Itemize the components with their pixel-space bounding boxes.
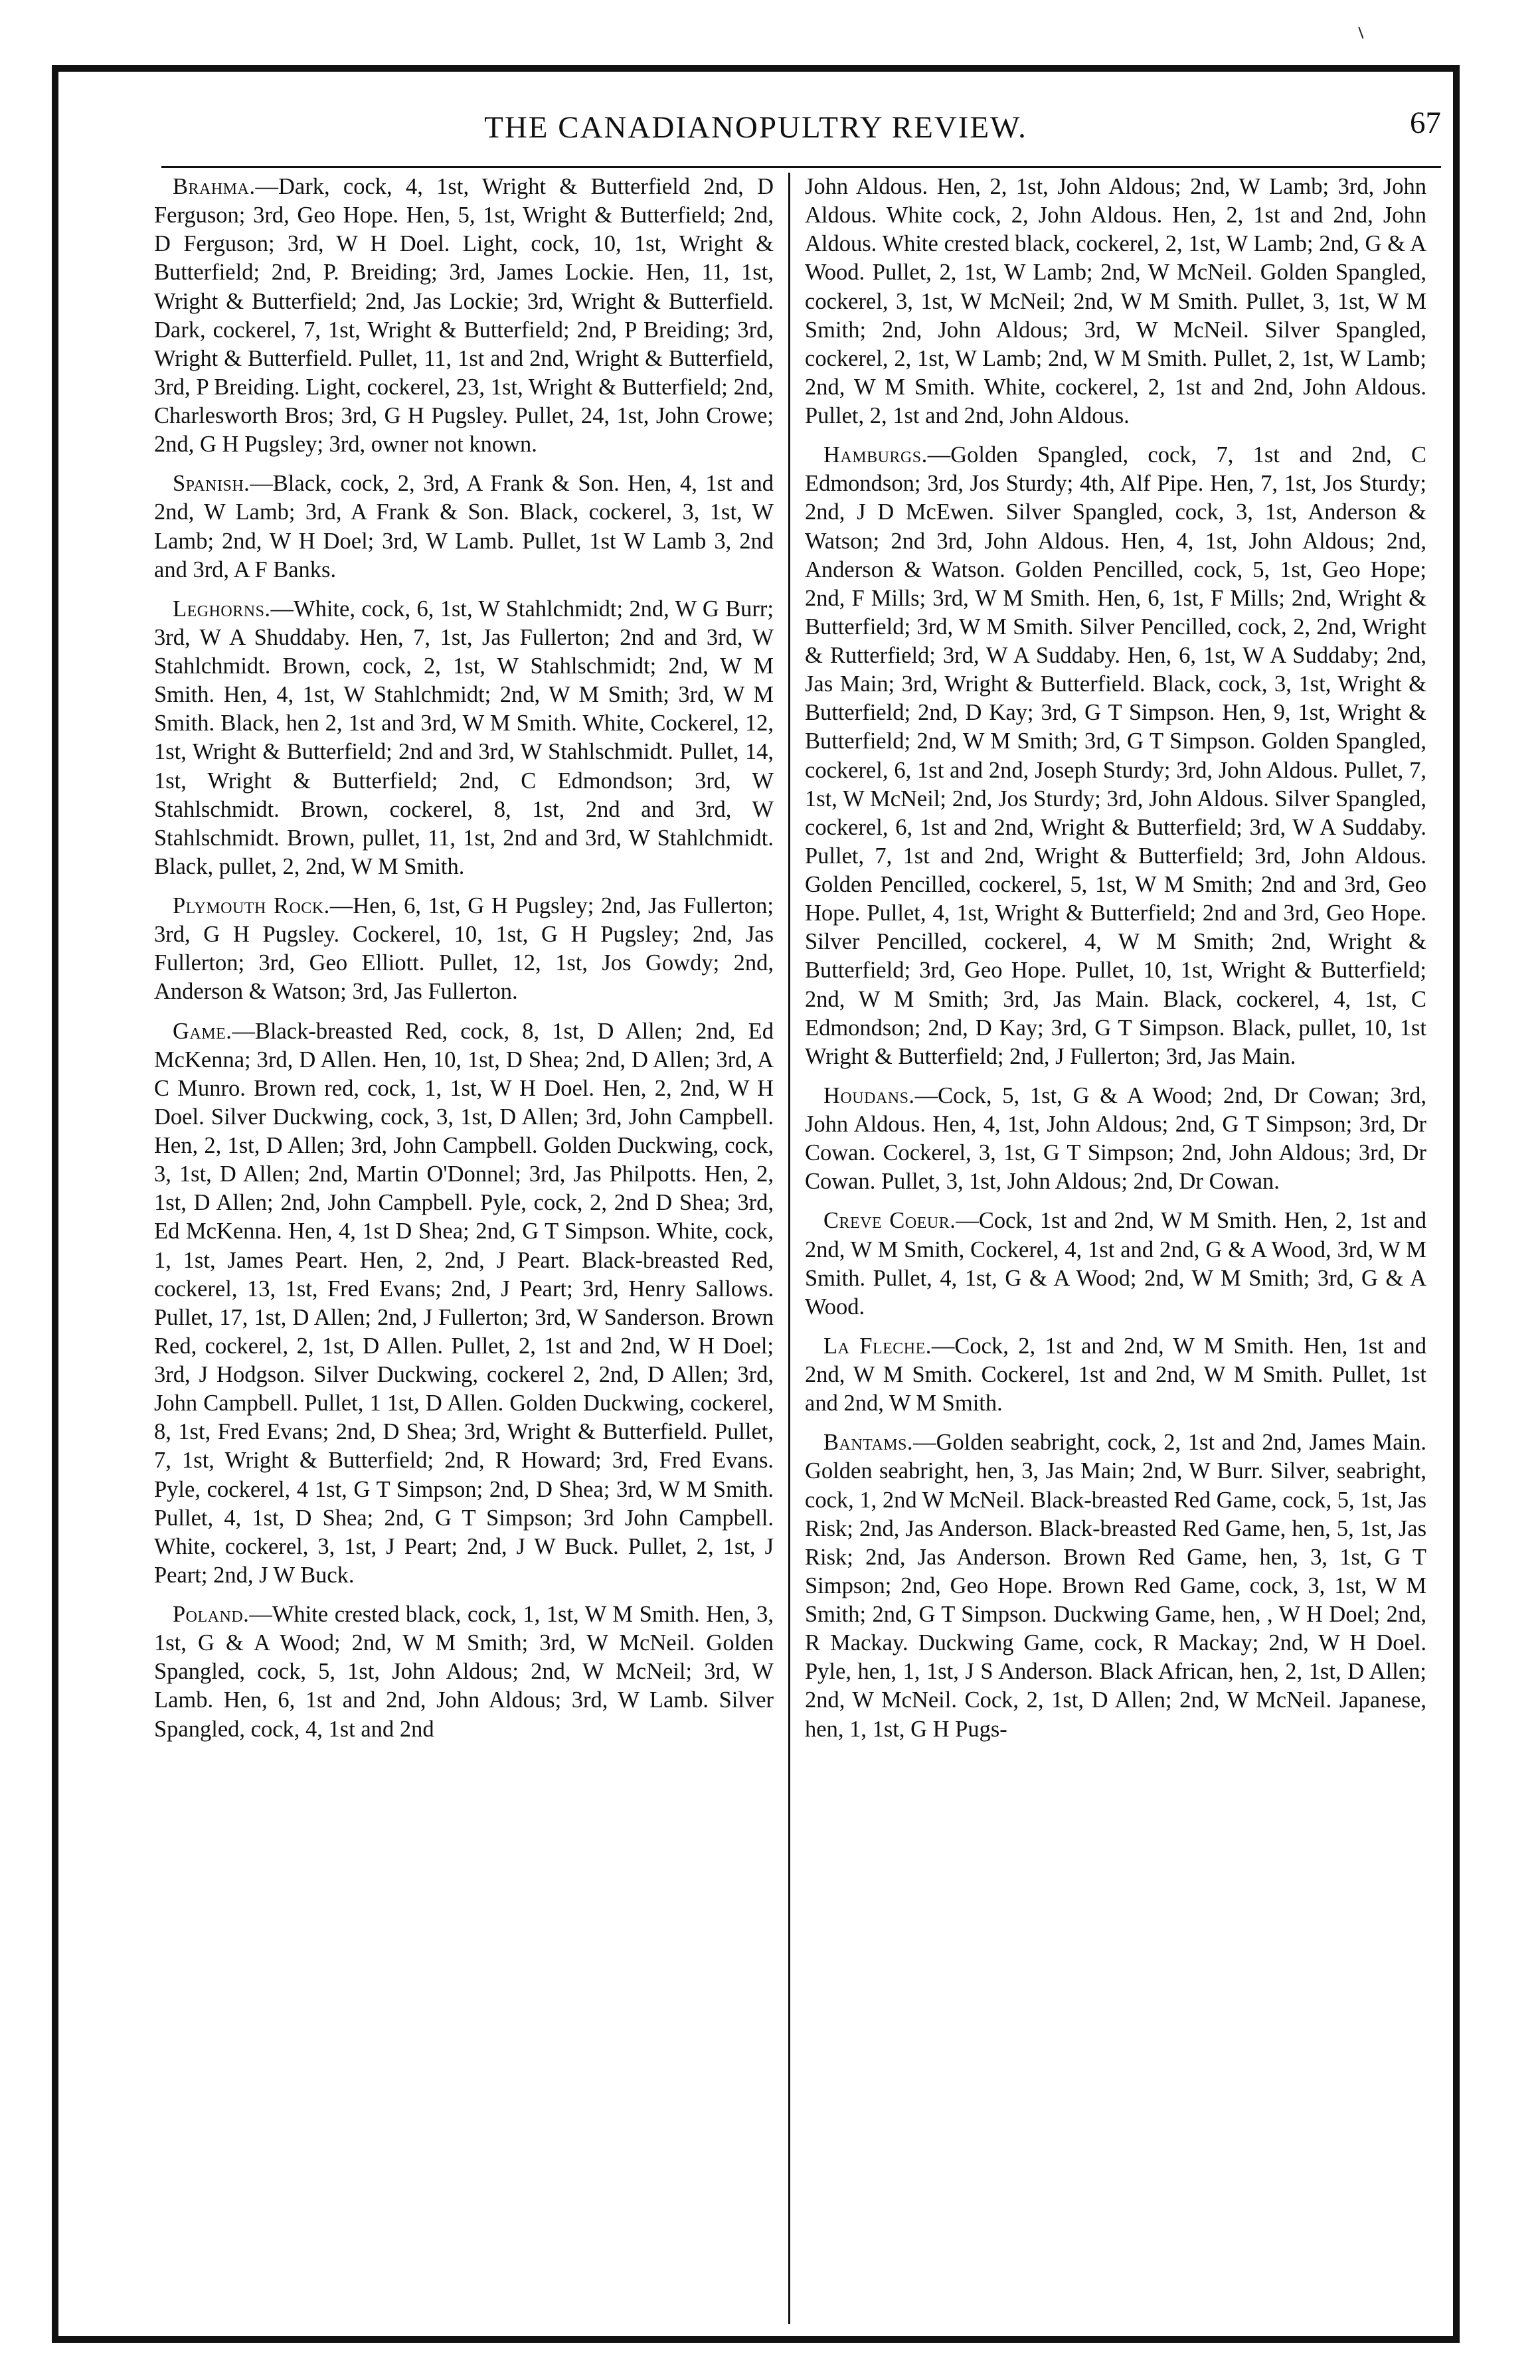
text-columns	[139, 173, 1441, 2324]
section-heading-la-fleche: La Fleche.	[823, 1333, 932, 1359]
plymouth-rock-paragraph	[154, 892, 774, 1007]
houdans-text: —Cock, 5, 1st, G & A Wood; 2nd, Dr Cowan; 3rd, John Aldous. Hen, 4, 1st, John Aldous; 2nd, G T Simpson; 3rd, Dr Cowan. Cockerel, 3, 1st, G T Simpson; 2nd, John Aldous; 3rd, Dr Cowan. Pullet, 3, 1st, John Aldous; 2nd, Dr Cowan.	[805, 1082, 1426, 1195]
section-heading-game: Game.	[173, 1018, 232, 1044]
plymouth-rock-text: —Hen, 6, 1st, G H Pugsley; 2nd, Jas Fullerton; 3rd, G H Pugsley. Cockerel, 10, 1st, G H Pugsley; 2nd, Jas Fullerton; 3rd, Geo Elliott. Pullet, 12, 1st, Jos Gowdy; 2nd, Anderson & Watson; 3rd, Jas Fullerton.	[154, 893, 774, 1005]
section-heading-houdans: Houdans.	[823, 1082, 915, 1108]
creve-coeur-paragraph	[805, 1207, 1426, 1321]
section-heading-plymouth-rock: Plymouth Rock.	[173, 893, 330, 918]
journal-title: THE CANADIANOPULTRY REVIEW.	[484, 110, 1027, 145]
bantams-text: —Golden seabright, cock, 2, 1st and 2nd, James Main. Golden seabright, hen, 3, Jas Main; 2nd, W Burr. Silver, seabright, cock, 1, 2nd W McNeil. Black-breasted Red Game, cock, 5, 1st, Jas Risk; 2nd, Jas Anderson. Black-breasted Red Game, hen, 5, 1st, Jas Risk; 2nd, Jas Anderson. Brown Red Game, hen, 3, 1st, G T Simpson; 2nd, Geo Hope. Brown Red Game, cock, 3, 1st, W M Smith; 2nd, G T Simpson. Duckwing Game, hen, , W H Doel; 2nd, R Mackay. Duckwing Game, cock, R Mackay; 2nd, W H Doel. Pyle, hen, 1, 1st, J S Anderson. Black African, hen, 2, 1st, D Allen; 2nd, W McNeil. Cock, 2, 1st, D Allen; 2nd, W McNeil. Japanese, hen, 1, 1st, G H Pugs-	[805, 1430, 1426, 1742]
leghorns-text: —White, cock, 6, 1st, W Stahlchmidt; 2nd, W G Burr; 3rd, W A Shuddaby. Hen, 7, 1st, Jas Fullerton; 2nd and 3rd, W Stahlchmidt. Brown, cock, 2, 1st, W Stahlschmidt; 2nd, W M Smith. Hen, 4, 1st, W Stahlchmidt; 2nd, W M Smith; 3rd, W M Smith. Black, hen 2, 1st and 3rd, W M Smith. White, Cockerel, 12, 1st, Wright & Butterfield; 2nd and 3rd, W Stahlschmidt. Pullet, 14, 1st, Wright & Butterfield; 2nd, C Edmondson; 3rd, W Stahlschmidt. Brown, cockerel, 8, 1st, 2nd and 3rd, W Stahlschmidt. Brown, pullet, 11, 1st, 2nd and 3rd, W Stahlchmidt. Black, pullet, 2, 2nd, W M Smith.	[154, 596, 774, 879]
hamburgs-paragraph	[805, 441, 1426, 1071]
printer-tick-mark	[1358, 24, 1372, 39]
poland-continued-paragraph	[805, 173, 1426, 430]
section-heading-brahma: Brahma.	[173, 174, 256, 199]
game-text: —Black-breasted Red, cock, 8, 1st, D Allen; 2nd, Ed McKenna; 3rd, D Allen. Hen, 10, 1st, D Shea; 2nd, D Allen; 3rd, A C Munro. Brown red, cock, 1, 1st, W H Doel. Hen, 2, 2nd, W H Doel. Silver Duckwing, cock, 3, 1st, D Allen; 3rd, John Campbell. Hen, 2, 1st, D Allen; 3rd, John Campbell. Golden Duckwing, cock, 3, 1st, D Allen; 2nd, Martin O'Donnel; 3rd, Jas Philpotts. Hen, 2, 1st, D Allen; 2nd, John Campbell. Pyle, cock, 2, 2nd D Shea; 3rd, Ed McKenna. Hen, 4, 1st D Shea; 2nd, G T Simpson. White, cock, 1, 1st, James Peart. Hen, 2, 2nd, J Peart. Black-breasted Red, cockerel, 13, 1st, Fred Evans; 2nd, J Peart; 3rd, Henry Sallows. Pullet, 17, 1st, D Allen; 2nd, J Fullerton; 3rd, W Sanderson. Brown Red, cockerel, 2, 1st, D Allen. Pullet, 2, 1st and 2nd, W H Doel; 3rd, J Hodgson. Silver Duckwing, cockerel 2, 2nd, D Allen; 3rd, John Campbell. Pullet, 1 1st, D Allen. Golden Duckwing, cockerel, 8, 1st, Fred Evans; 2nd, D Shea; 3rd, Wright & Butterfield. Pullet, 7, 1st, Wright & Butterfield; 2nd, R Howard; 3rd, Fred Evans. Pyle, cockerel, 4 1st, G T Simpson; 2nd, D Shea; 3rd, W M Smith. Pullet, 4, 1st, D Shea; 2nd, G T Simpson; 3rd John Campbell. White, cockerel, 3, 1st, J Peart; 2nd, J W Buck. Pullet, 2, 1st, J Peart; 2nd, J W Buck.	[154, 1018, 774, 1588]
section-heading-bantams: Bantams.	[823, 1430, 914, 1456]
section-heading-creve-coeur: Creve Coeur.	[823, 1208, 956, 1234]
brahma-text: —Dark, cock, 4, 1st, Wright & Butterfield 2nd, D Ferguson; 3rd, Geo Hope. Hen, 5, 1st, Wright & Butterfield; 2nd, D Ferguson; 3rd, W H Doel. Light, cock, 10, 1st, Wright & Butterfield; 2nd, P. Breiding; 3rd, James Lockie. Hen, 11, 1st, Wright & Butterfield; 2nd, Jas Lockie; 3rd, Wright & Butterfield. Dark, cockerel, 7, 1st, Wright & Butterfield; 2nd, P Breiding; 3rd, Wright & Butterfield. Pullet, 11, 1st and 2nd, Wright & Butterfield, 3rd, P Breiding. Light, cockerel, 23, 1st, Wright & Butterfield; 2nd, Charlesworth Bros; 3rd, G H Pugsley. Pullet, 24, 1st, John Crowe; 2nd, G H Pugsley; 3rd, owner not known.	[154, 174, 774, 458]
la-fleche-paragraph	[805, 1332, 1426, 1418]
game-paragraph	[154, 1017, 774, 1590]
section-heading-poland: Poland.	[173, 1602, 250, 1627]
leghorns-paragraph	[154, 595, 774, 881]
section-heading-leghorns: Leghorns.	[173, 596, 271, 622]
spanish-text: —Black, cock, 2, 3rd, A Frank & Son. Hen, 4, 1st and 2nd, W Lamb; 3rd, A Frank & Son. Black, cockerel, 3, 1st, W Lamb; 2nd, W H Doel; 3rd, W Lamb. Pullet, 1st W Lamb 3, 2nd and 3rd, A F Banks.	[154, 471, 774, 582]
creve-coeur-text: —Cock, 1st and 2nd, W M Smith. Hen, 2, 1st and 2nd, W M Smith, Cockerel, 4, 1st and 2nd, G & A Wood, 3rd, W M Smith. Pullet, 4, 1st, G & A Wood; 2nd, W M Smith; 3rd, G & A Wood.	[805, 1208, 1426, 1319]
hamburgs-text: —Golden Spangled, cock, 7, 1st and 2nd, C Edmondson; 3rd, Jos Sturdy; 4th, Alf Pipe. Hen, 7, 1st, Jos Sturdy; 2nd, J D McEwen. Silver Spangled, cock, 3, 1st, Anderson & Watson; 2nd 3rd, John Aldous. Hen, 4, 1st, John Aldous; 2nd, Anderson & Watson. Golden Pencilled, cock, 5, 1st, Geo Hope; 2nd, F Mills; 3rd, W M Smith. Hen, 6, 1st, F Mills; 2nd, Wright & Butterfield; 3rd, W M Smith. Silver Pencilled, cock, 2, 2nd, Wright & Rutterfield; 3rd, W A Suddaby. Hen, 6, 1st, W A Suddaby; 2nd, Jas Main; 3rd, Wright & Butterfield. Black, cock, 3, 1st, Wright & Butterfield; 2nd, D Kay; 3rd, G T Simpson. Hen, 9, 1st, Wright & Butterfield; 2nd, W M Smith; 3rd, G T Simpson. Golden Spangled, cockerel, 6, 1st and 2nd, Joseph Sturdy; 3rd, John Aldous. Pullet, 7, 1st, W McNeil; 2nd, Jos Sturdy; 3rd, John Aldous. Silver Spangled, cockerel, 6, 1st and 2nd, Wright & Butterfield; 3rd, W A Suddaby. Pullet, 7, 1st and 2nd, Wright & Butterfield; 3rd, John Aldous. Golden Pencilled, cockerel, 5, 1st, W M Smith; 2nd and 3rd, Geo Hope. Pullet, 4, 1st, Wright & Butterfield; 2nd and 3rd, Geo Hope. Silver Pencilled, cockerel, 4, W M Smith; 2nd, Wright & Butterfield; 3rd, Geo Hope. Pullet, 10, 1st, Wright & Butterfield; 2nd, W M Smith; 3rd, Jas Main. Black, cockerel, 4, 1st, C Edmondson; 2nd, D Kay; 3rd, G T Simpson. Black, pullet, 10, 1st Wright & Butterfield; 2nd, J Fullerton; 3rd, Jas Main.	[805, 442, 1426, 1069]
section-heading-hamburgs: Hamburgs.	[823, 442, 928, 468]
right-column	[790, 173, 1441, 2324]
houdans-paragraph	[805, 1082, 1426, 1197]
poland-paragraph	[154, 1600, 774, 1744]
header-rule	[161, 166, 1441, 168]
page-frame	[52, 65, 1460, 2343]
section-heading-spanish: Spanish.	[173, 471, 250, 497]
page-number: 67	[1410, 106, 1441, 140]
la-fleche-text: —Cock, 2, 1st and 2nd, W M Smith. Hen, 1st and 2nd, W M Smith. Cockerel, 1st and 2nd, W M Smith. Pullet, 1st and 2nd, W M Smith.	[805, 1333, 1426, 1416]
left-column	[139, 173, 790, 2324]
page-header	[58, 98, 1453, 157]
bantams-paragraph	[805, 1428, 1426, 1743]
brahma-paragraph	[154, 173, 774, 459]
poland-continued-text: John Aldous. Hen, 2, 1st, John Aldous; 2nd, W Lamb; 3rd, John Aldous. White cock, 2, John Aldous. Hen, 2, 1st and 2nd, John Aldous. White crested black, cockerel, 2, 1st, W Lamb; 2nd, G & A Wood. Pullet, 2, 1st, W Lamb; 2nd, W McNeil. Golden Spangled, cockerel, 3, 1st, W McNeil; 2nd, W M Smith. Pullet, 3, 1st, W M Smith; 2nd, John Aldous; 3rd, W McNeil. Silver Spangled, cockerel, 2, 1st, W Lamb; 2nd, W M Smith. Pullet, 2, 1st, W Lamb; 2nd, W M Smith. White, cockerel, 2, 1st and 2nd, John Aldous. Pullet, 2, 1st and 2nd, John Aldous.	[805, 174, 1426, 428]
spanish-paragraph	[154, 469, 774, 584]
poland-text: —White crested black, cock, 1, 1st, W M Smith. Hen, 3, 1st, G & A Wood; 2nd, W M Smith; 3rd, W McNeil. Golden Spangled, cock, 5, 1st, John Aldous; 2nd, W McNeil; 3rd, W Lamb. Hen, 6, 1st and 2nd, John Aldous; 3rd, W Lamb. Silver Spangled, cock, 4, 1st and 2nd	[154, 1602, 774, 1742]
